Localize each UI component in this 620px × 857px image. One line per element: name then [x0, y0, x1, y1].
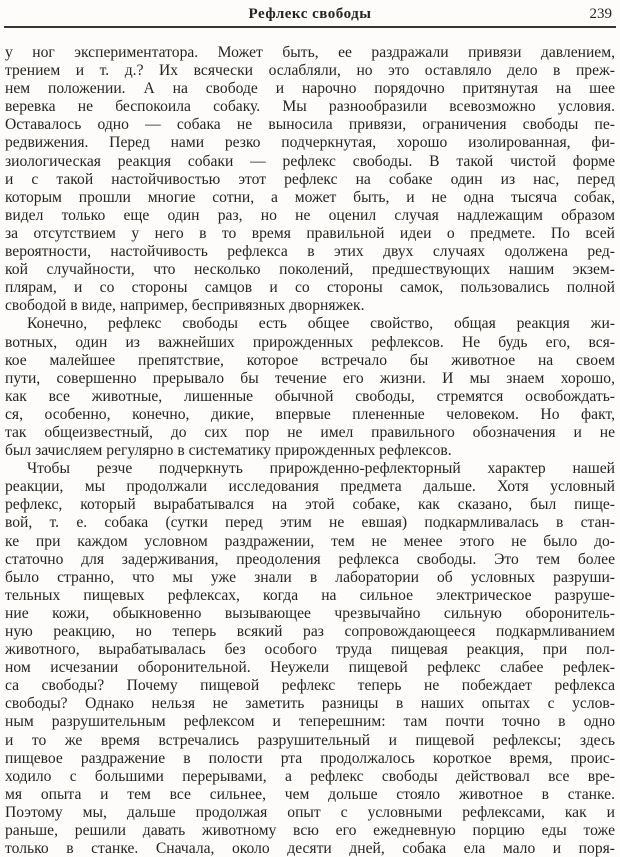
- page-header: [0, 0, 620, 24]
- text-line: за отсутствием у него в то время правильной идеи о предмете. По всей: [5, 224, 615, 242]
- text-line: пищевое раздражение в полости рта продолжалось короткое время, проис-: [5, 749, 615, 767]
- paragraph: [5, 460, 615, 857]
- text-line: вотных, один из важнейших прирожденных рефлексов. Не будь его, вся-: [5, 333, 615, 351]
- text-line: ном исчезании оборонительной. Неужели пищевой рефлекс слабее рефлек-: [5, 659, 615, 677]
- text-line: зиологическая реакция собаки — рефлекс свободы. В такой чистой форме: [5, 152, 615, 170]
- page-body: [0, 44, 620, 857]
- paragraph: [5, 44, 615, 315]
- text-line: вой, т. е. собака (сутки перед этим не евшая) подкармливалась в стан-: [5, 514, 615, 532]
- text-line: кой случайности, что несколько поколений, предшествующих нашим экзем-: [5, 261, 615, 279]
- text-line: статочно для задерживания, преодоления рефлекса свободы. Это тем более: [5, 550, 615, 568]
- text-line: тельных пищевых рефлексах, когда на сильное электрическое разруше-: [5, 586, 615, 604]
- text-line: был зачисляем регулярно в систематику прирожденных рефлексов.: [5, 442, 452, 460]
- text-line: свободы? Однако нельзя не заметить разницы в наших опытах с услов-: [5, 695, 615, 713]
- text-line: раньше, решили давать животному всю его ежедневную порцию еды тоже: [5, 822, 615, 840]
- text-line: только в станке. Сначала, около десяти дней, собака ела мало и поря-: [5, 840, 615, 857]
- text-line: пути, совершенно прерывало бы течение его жизни. И мы знаем хорошо,: [5, 369, 615, 387]
- text-line: трением и т. д.? Их всячески ослабляли, но это оставляло дело в преж-: [5, 62, 615, 80]
- text-line: ным разрушительным рефлексом и теперешним: там почти точно в одно: [5, 713, 615, 731]
- text-line: ние кожи, обыкновенно вызывающее чрезвычайно сильную оборонитель-: [5, 604, 615, 622]
- text-line: так общеизвестный, до сих пор не имел правильного обозначения и не: [5, 423, 615, 441]
- text-line: которым прошли многие сотни, а может быть, и не одна тысяча собак,: [5, 188, 615, 206]
- text-line: и с такой настойчивостью этот рефлекс на собаке один из нас, перед: [5, 170, 615, 188]
- text-line: Поэтому мы, дальше продолжая опыт с условными рефлексами, как и: [5, 803, 615, 821]
- paragraph: [5, 315, 615, 460]
- text-line: было странно, что мы уже знали в лаборатории об условных разруши-: [5, 568, 615, 586]
- text-line: как все животные, лишенные обычной свободы, стремятся освобождать-: [5, 387, 615, 405]
- text-line: Конечно, рефлекс свободы есть общее свойство, общая реакция жи-: [27, 315, 615, 333]
- header-rule: [4, 26, 616, 28]
- text-line: нем положении. А на свободе и нарочно порядочно притянутая на шее: [5, 80, 615, 98]
- text-line: мя опыта и тем все сильнее, чем дольше стояло животное в станке.: [5, 785, 615, 803]
- text-line: кое малейшее препятствие, которое встречало бы животное на своем: [5, 351, 615, 369]
- text-line: рефлекс, который вырабатывался на этой собаке, как сказано, был пище-: [5, 496, 615, 514]
- text-line: видел только еще один раз, но не оценил случая надлежащим образом: [5, 206, 615, 224]
- text-line: Оставалось одно — собака не выносила привязи, ограничения свободы пе-: [5, 116, 615, 134]
- text-line: ходило с большими перерывами, а рефлекс свободы действовал все вре-: [5, 767, 615, 785]
- text-line: ную реакцию, но теперь всякий раз сопровождающееся подкармливанием: [5, 623, 615, 640]
- text-line: животного, вырабатывалась без особого труда пищевая реакция, при пол-: [5, 641, 615, 659]
- running-title: Рефлекс свободы: [248, 6, 372, 22]
- text-line: и то же время встречались разрушительный и пищевой рефлексы; здесь: [5, 731, 615, 749]
- text-line: ке при каждом условном раздражении, тем не менее этого не было до-: [5, 532, 615, 550]
- text-line: реакции, мы продолжали исследования предмета дальше. Хотя условный: [5, 478, 615, 496]
- text-line: Чтобы резче подчеркнуть прирожденно-рефлекторный характер нашей: [27, 460, 615, 478]
- page-number: 239: [589, 6, 612, 22]
- text-line: плярам, и со стороны самцов и со стороны самок, пользовались полной: [5, 279, 615, 297]
- text-line: редвижения. Перед нами резко подчеркнутая, хорошо изолированная, фи-: [5, 134, 615, 152]
- text-line: у ног экспериментатора. Может быть, ее раздражали привязи давлением,: [5, 44, 615, 61]
- text-line: вероятности, настойчивость рефлекса в этих двух случаях одолжена ред-: [5, 243, 615, 261]
- text-line: ся, особенно, конечно, дикие, впервые плененные человеком. Но факт,: [5, 405, 615, 423]
- text-line: веревка не беспокоила собаку. Мы разнообразили всевозможно условия.: [5, 98, 615, 116]
- text-line: са свободы? Почему пищевой рефлекс теперь не побеждает рефлекса: [5, 677, 615, 695]
- text-line: свободой в виде, например, беспривязных дворняжек.: [5, 297, 365, 315]
